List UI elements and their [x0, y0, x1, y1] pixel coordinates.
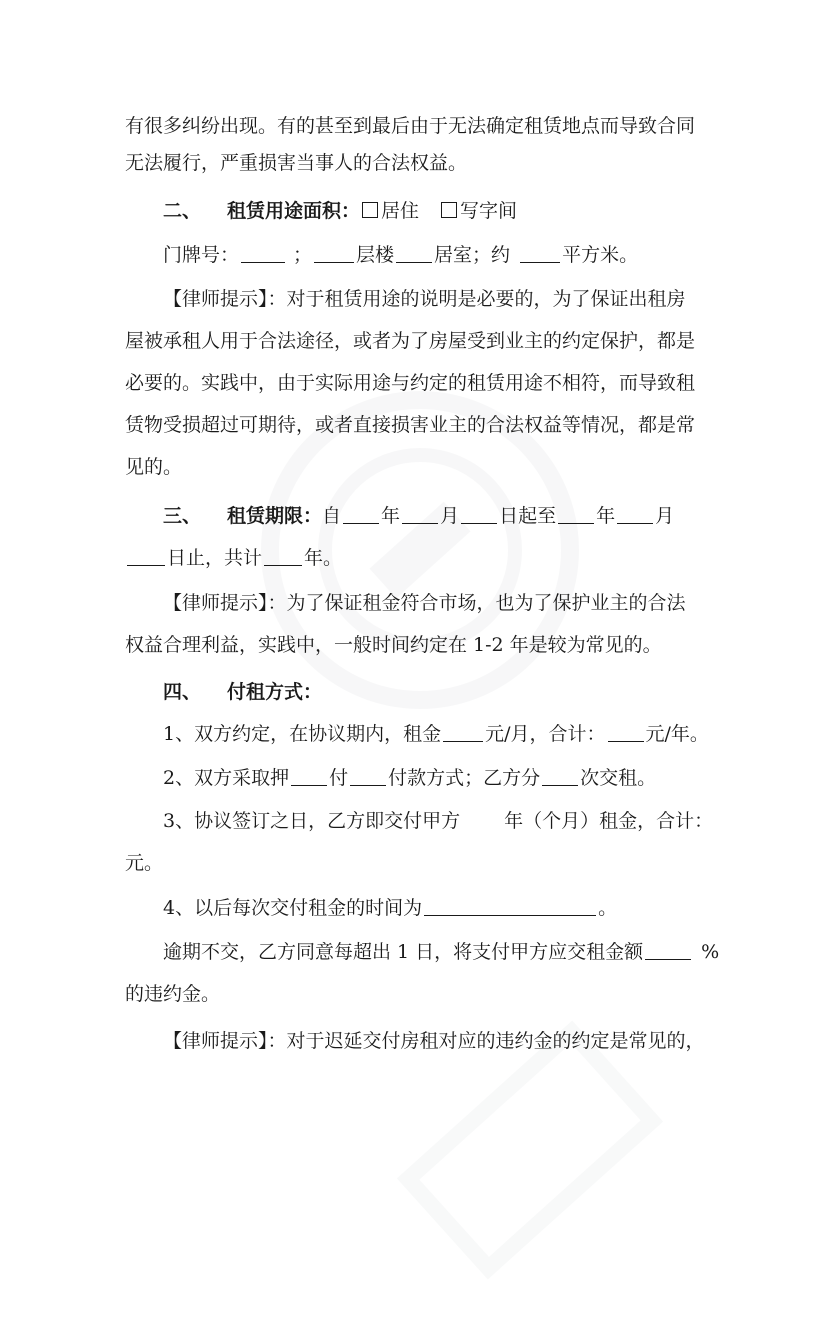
- blank-field[interactable]: [396, 243, 432, 263]
- label: 元。: [125, 852, 164, 874]
- paragraph-line: [125, 632, 725, 658]
- label: 年: [596, 505, 616, 527]
- text: 屋被承租人用于合法途径，或者为了房屋受到业主的约定保护，都是: [125, 330, 696, 352]
- list-item: [163, 895, 725, 921]
- label: 2、双方采取押: [163, 767, 290, 789]
- blank-field[interactable]: [461, 504, 497, 524]
- label: 付款方式；乙方分: [388, 767, 541, 789]
- paragraph-line: [125, 850, 725, 876]
- blank-field[interactable]: [520, 243, 560, 263]
- label: 1、双方约定，在协议期内，租金: [163, 723, 442, 745]
- blank-field[interactable]: [558, 504, 594, 524]
- blank-field[interactable]: [608, 722, 644, 742]
- label: 。: [598, 897, 618, 919]
- list-item: [163, 765, 725, 791]
- section-number: 三、: [163, 505, 202, 527]
- label: 自: [322, 505, 342, 527]
- section-title: 付租方式：: [227, 681, 323, 703]
- label: 3、协议签订之日，乙方即交付甲方: [163, 810, 461, 832]
- label: ；: [293, 244, 313, 266]
- label: 元/月，合计：: [485, 723, 606, 745]
- blank-field[interactable]: [402, 504, 438, 524]
- blank-field[interactable]: [617, 504, 653, 524]
- lawyer-tip: [163, 590, 725, 616]
- label: 月: [655, 505, 675, 527]
- blank-field[interactable]: [127, 546, 165, 566]
- blank-field[interactable]: [424, 896, 596, 916]
- label: 年: [381, 505, 401, 527]
- paragraph-line: [125, 113, 725, 139]
- list-item: [163, 721, 725, 747]
- checkbox-label: 写字间: [460, 200, 518, 222]
- paragraph-line: [125, 150, 725, 176]
- label: 月: [440, 505, 460, 527]
- section-heading-4: [163, 679, 725, 705]
- blank-field[interactable]: [343, 504, 379, 524]
- text: 有很多纠纷出现。有的甚至到最后由于无法确定租赁地点而导致合同: [125, 115, 696, 137]
- label: 年。: [304, 547, 343, 569]
- blank-field[interactable]: [350, 766, 386, 786]
- label: 逾期不交，乙方同意每超出 1 日，将支付甲方应交租金额: [163, 941, 644, 963]
- paragraph-line: [163, 939, 725, 965]
- label: 4、以后每次交付租金的时间为: [163, 897, 423, 919]
- text: 见的。: [125, 456, 183, 478]
- label: 平方米。: [562, 244, 639, 266]
- label: 门牌号：: [163, 244, 240, 266]
- text: 权益合理利益，实践中，一般时间约定在 1-2 年是较为常见的。: [125, 634, 662, 656]
- blank-field[interactable]: [542, 766, 578, 786]
- list-item: [163, 808, 725, 834]
- label: 次交租。: [580, 767, 657, 789]
- paragraph-line: [125, 328, 725, 354]
- text: 无法履行，严重损害当事人的合法权益。: [125, 152, 468, 174]
- paragraph-line: [125, 370, 725, 396]
- section-number: 四、: [163, 681, 202, 703]
- paragraph-line: [125, 981, 725, 1007]
- label: %: [701, 941, 720, 963]
- blank-field[interactable]: [443, 722, 483, 742]
- label: 居室；约: [434, 244, 511, 266]
- checkbox-residential[interactable]: [362, 202, 378, 218]
- section-number: 二、: [163, 200, 202, 222]
- section-heading-2: [163, 198, 725, 224]
- blank-field[interactable]: [314, 243, 354, 263]
- label: 日止，共计: [167, 547, 263, 569]
- checkbox-office[interactable]: [441, 202, 457, 218]
- lawyer-tip: [163, 1028, 725, 1054]
- text: 【律师提示】：对于迟延交付房租对应的违约金的约定是常见的，: [163, 1030, 705, 1052]
- section-title: 租赁期限：: [227, 505, 323, 527]
- text: 的违约金。: [125, 983, 221, 1005]
- label: 日起至: [499, 505, 557, 527]
- text: 赁物受损超过可期待，或者直接损害业主的合法权益等情况，都是常: [125, 414, 696, 436]
- label: 付: [329, 767, 349, 789]
- blank-field[interactable]: [264, 546, 302, 566]
- blank-field[interactable]: [291, 766, 327, 786]
- checkbox-label: 居住: [381, 200, 420, 222]
- paragraph-line: [125, 412, 725, 438]
- blank-field[interactable]: [241, 243, 285, 263]
- text: 必要的。实践中，由于实际用途与约定的租赁用途不相符，而导致租: [125, 372, 696, 394]
- label: 元/年。: [645, 723, 709, 745]
- door-number-line: [163, 242, 725, 268]
- paragraph-line: [125, 545, 725, 571]
- section-heading-3: [163, 503, 725, 529]
- paragraph-line: [125, 454, 725, 480]
- blank-field[interactable]: [645, 940, 691, 960]
- label: 层楼: [356, 244, 395, 266]
- lawyer-tip: [163, 286, 725, 312]
- text: 【律师提示】：对于租赁用途的说明是必要的，为了保证出租房: [163, 288, 686, 310]
- label: 年（个月）租金，合计：: [504, 810, 714, 832]
- text: 【律师提示】：为了保证租金符合市场，也为了保护业主的合法: [163, 592, 686, 614]
- section-title: 租赁用途面积：: [227, 200, 361, 222]
